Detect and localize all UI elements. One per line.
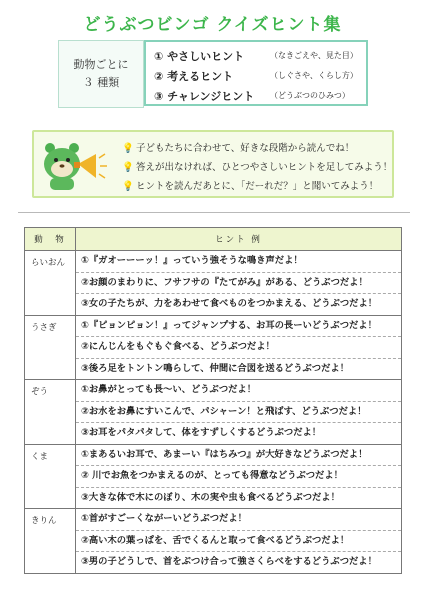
tip-text: 答えが出なければ、ひとつやさしいヒントを足してみよう！: [136, 162, 393, 173]
level-name: ③ チャレンジヒント: [154, 90, 255, 103]
hint-cell: [76, 315, 402, 380]
hint-cell: [76, 251, 402, 316]
hint-line: ③後ろ足をトントン鳴らして、仲間に合図を送るどうぶつだよ！: [81, 362, 349, 374]
hint-line: ①『ピョンピョン！』ってジャンプする、お耳の長ーいどうぶつだよ！: [76, 316, 401, 338]
table-row: [25, 509, 402, 574]
hint-line: ③男の子どうしで、首をぶつけ合って強さくらべをするどうぶつだよ！: [81, 556, 377, 567]
levels-label-line1: 動物ごとに: [73, 58, 129, 71]
level-name: ② 考えるヒント: [154, 70, 234, 83]
hint-cell: [76, 380, 402, 445]
hint-line: ③女の子たちが、力をあわせて食べものをつかまえる、どうぶつだよ！: [81, 298, 378, 309]
tips-box: [32, 130, 394, 198]
mascot-megaphone-icon: [42, 138, 108, 192]
level-description: （しぐさや、くらし方）: [270, 71, 358, 80]
level-name: ① やさしいヒント: [154, 50, 245, 63]
hint-cell: [76, 444, 402, 509]
header-animal: 動 物: [25, 228, 76, 251]
hint-line: ②お水をお鼻にすいこんで、パシャーン！と飛ばす、どうぶつだよ！: [76, 402, 401, 424]
table-row: [25, 380, 402, 445]
table-row: [25, 251, 402, 316]
hint-line: ②お顔のまわりに、フサフサの『たてがみ』がある、どうぶつだよ！: [76, 273, 401, 295]
levels-label: [58, 40, 144, 108]
level-item-easy: [154, 48, 358, 64]
lightbulb-icon: 💡: [122, 181, 134, 192]
header-hint: ヒント 例: [76, 228, 402, 251]
hints-table: [24, 227, 402, 574]
table-row: [25, 444, 402, 509]
tip-text: 子どもたちに合わせて、好きな段階から読んでね！: [136, 143, 355, 154]
lightbulb-icon: 💡: [122, 143, 134, 154]
hint-line: ②高い木の葉っぱを、舌でくるんと取って食べるどうぶつだよ！: [76, 531, 401, 553]
hint-line: ①お鼻がとっても長～い、どうぶつだよ！: [76, 380, 401, 402]
hint-line: ③お耳をパタパタして、体をすずしくするどうぶつだよ！: [81, 427, 322, 438]
level-item-challenge: [154, 88, 350, 104]
hint-levels-box: [58, 40, 370, 108]
hint-line: ①首がすごーくながーいどうぶつだよ！: [76, 509, 401, 531]
animal-name: うさぎ: [25, 315, 76, 380]
hint-line: ② 川でお魚をつかまえるのが、とっても得意などうぶつだよ！: [76, 466, 401, 488]
hint-line: ②にんじんをもぐもぐ食べる、どうぶつだよ！: [76, 337, 401, 359]
level-description: （どうぶつのひみつ）: [270, 91, 350, 100]
section-divider: [18, 212, 410, 213]
tip-item: [122, 140, 354, 154]
levels-list: [144, 40, 368, 106]
level-description: （なきごえや、見た目）: [270, 51, 358, 60]
tip-item: [122, 159, 392, 173]
tip-item: [122, 178, 378, 192]
animal-name: くま: [25, 444, 76, 509]
table-header-row: [25, 228, 402, 251]
hint-cell: [76, 509, 402, 574]
levels-label-line2: ３ 種類: [82, 76, 120, 89]
animal-name: らいおん: [25, 251, 76, 316]
hint-line: ①『ガオーーーッ！』っていう強そうな鳴き声だよ！: [76, 251, 401, 273]
level-item-think: [154, 68, 358, 84]
page-title: どうぶつビンゴ クイズヒント集: [83, 15, 342, 35]
lightbulb-icon: 💡: [122, 162, 134, 173]
table-row: [25, 315, 402, 380]
hint-line: ③大きな体で木にのぼり、木の実や虫も食べるどうぶつだよ！: [81, 491, 340, 503]
hint-line: ①まあるいお耳で、あまーい『はちみつ』が大好きなどうぶつだよ！: [76, 445, 401, 467]
tip-text: ヒントを読んだあとに、「だーれだ？」と聞いてみよう！: [136, 181, 379, 192]
animal-name: ぞう: [25, 380, 76, 445]
animal-name: きりん: [25, 509, 76, 574]
